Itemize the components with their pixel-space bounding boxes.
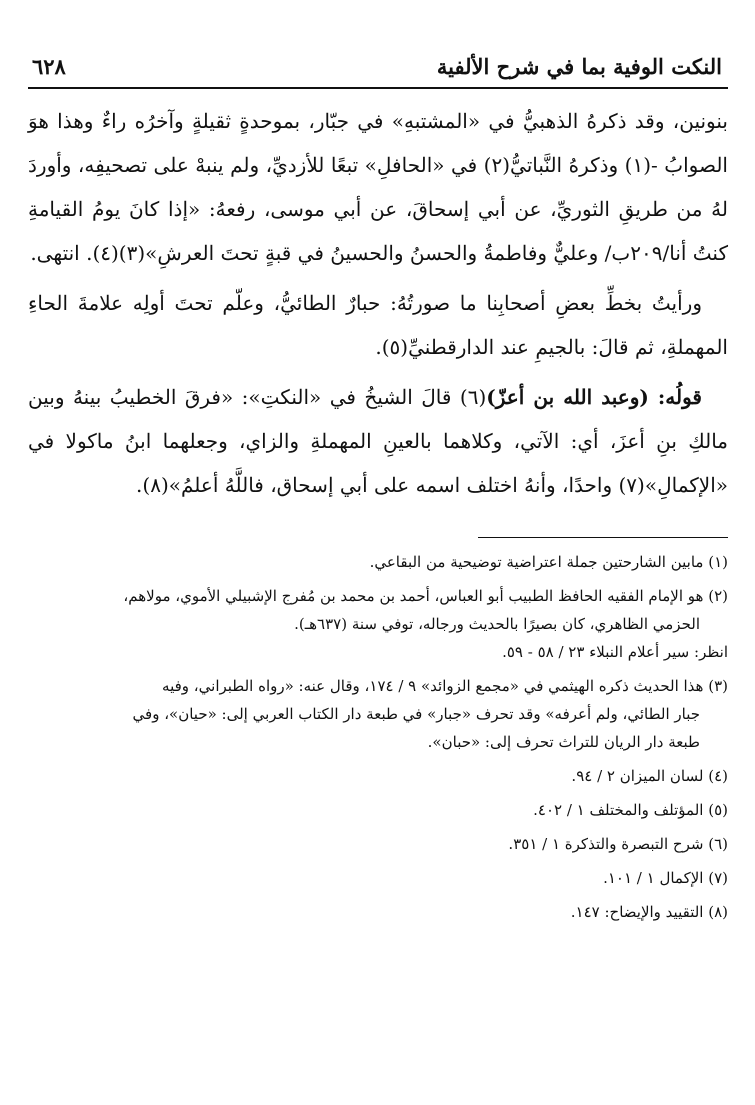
footnote-8: (٨) التقييد والإيضاح: ١٤٧. (570, 903, 728, 922)
paragraph-3 (28, 375, 728, 507)
footnote-3 (28, 672, 728, 756)
footnote-4: (٤) لسان الميزان ٢ / ٩٤. (571, 767, 728, 786)
footnote-3-line-1: (٣) هذا الحديث ذكره الهيثمي في «مجمع الزوائد» ٩ / ١٧٤، وقال عنه: «رواه الطبراني، وفيه (162, 677, 728, 696)
main-text (28, 99, 728, 507)
running-header (28, 52, 728, 89)
footnote-3-line-2: جبار الطائي، ولم أعرفه» وقد تحرف «جبار» في طبعة دار الكتاب العربي إلى: «حيان»، وفي (132, 705, 700, 724)
paragraph-3-text: (٦) قالَ الشيخُ في «النكتِ»: «فرقَ الخطيبُ بينهُ وبين مالكِ بنِ أعزَ، أي: الآتي، وكلاهما بالعينِ المهملةِ والزاي، وجعلهما ابنُ ماكولا في «الإكمالِ»(٧) واحدًا، وأنهُ اختلف اسمه على أبي إسحاق، فاللَّهُ أعلمُ»(٨). (28, 385, 728, 498)
paragraph-1: بنونين، وقد ذكرهُ الذهبيُّ في «المشتبهِ» في جبّار، بموحدةٍ ثقيلةٍ وآخرُه راءٌ وهذا هوَ الصوابُ -(١) وذكرهُ النَّباتيُّ(٢) في «الحافلِ» تبعًا للأزديِّ، ولم ينبهْ على تصحيفِه، وأوردَ لهُ من طريقِ الثوريِّ، عن أبي إسحاقَ، عن أبي موسى، رفعهُ: «إذا كانَ يومُ القيامةِ كنتُ أنا/٢٠٩ب/ وعليٌّ وفاطمةُ والحسنُ والحسينُ في قبةٍ تحتَ العرشِ»(٣)(٤). انتهى. (28, 109, 728, 266)
footnote-2-line-2: الحزمي الظاهري، كان بصيرًا بالحديث ورجاله، توفي سنة (٦٣٧هـ). (294, 615, 700, 634)
footnotes (28, 548, 728, 926)
page-number: ٦٢٨ (32, 54, 66, 79)
footnote-5: (٥) المؤتلف والمختلف ١ / ٤٠٢. (533, 801, 728, 820)
footnote-2-line-1: (٢) هو الإمام الفقيه الحافظ الطبيب أبو العباس، أحمد بن محمد بن مُفرج الإشبيلي الأموي، مولاهم، (123, 587, 728, 606)
paragraph-2: ورأيتُ بخطِّ بعضِ أصحابِنا ما صورتُهُ: حبارٌ الطائيُّ، وعلّم تحتَ أولِه علامةَ الحاءِ المهملةِ، ثم قالَ: بالجيمِ عند الدارقطنيِّ(٥). (28, 291, 728, 360)
book-page (28, 52, 728, 932)
running-title: النكت الوفية بما في شرح الألفية (436, 54, 722, 79)
footnote-6: (٦) شرح التبصرة والتذكرة ١ / ٣٥١. (508, 835, 728, 854)
footnote-2-line-3: انظر: سير أعلام النبلاء ٢٣ / ٥٨ - ٥٩. (502, 643, 728, 662)
footnote-3-line-3: طبعة دار الريان للتراث تحرف إلى: «حبان». (427, 733, 700, 752)
lemma-heading: قولُه: (وعبد الله بن أعزّ) (486, 385, 702, 410)
footnote-2 (28, 582, 728, 666)
footnote-separator (478, 537, 728, 538)
footnote-1: (١) مابين الشارحتين جملة اعتراضية توضيحية من البقاعي. (369, 553, 728, 572)
footnote-7: (٧) الإكمال ١ / ١٠١. (603, 869, 728, 888)
